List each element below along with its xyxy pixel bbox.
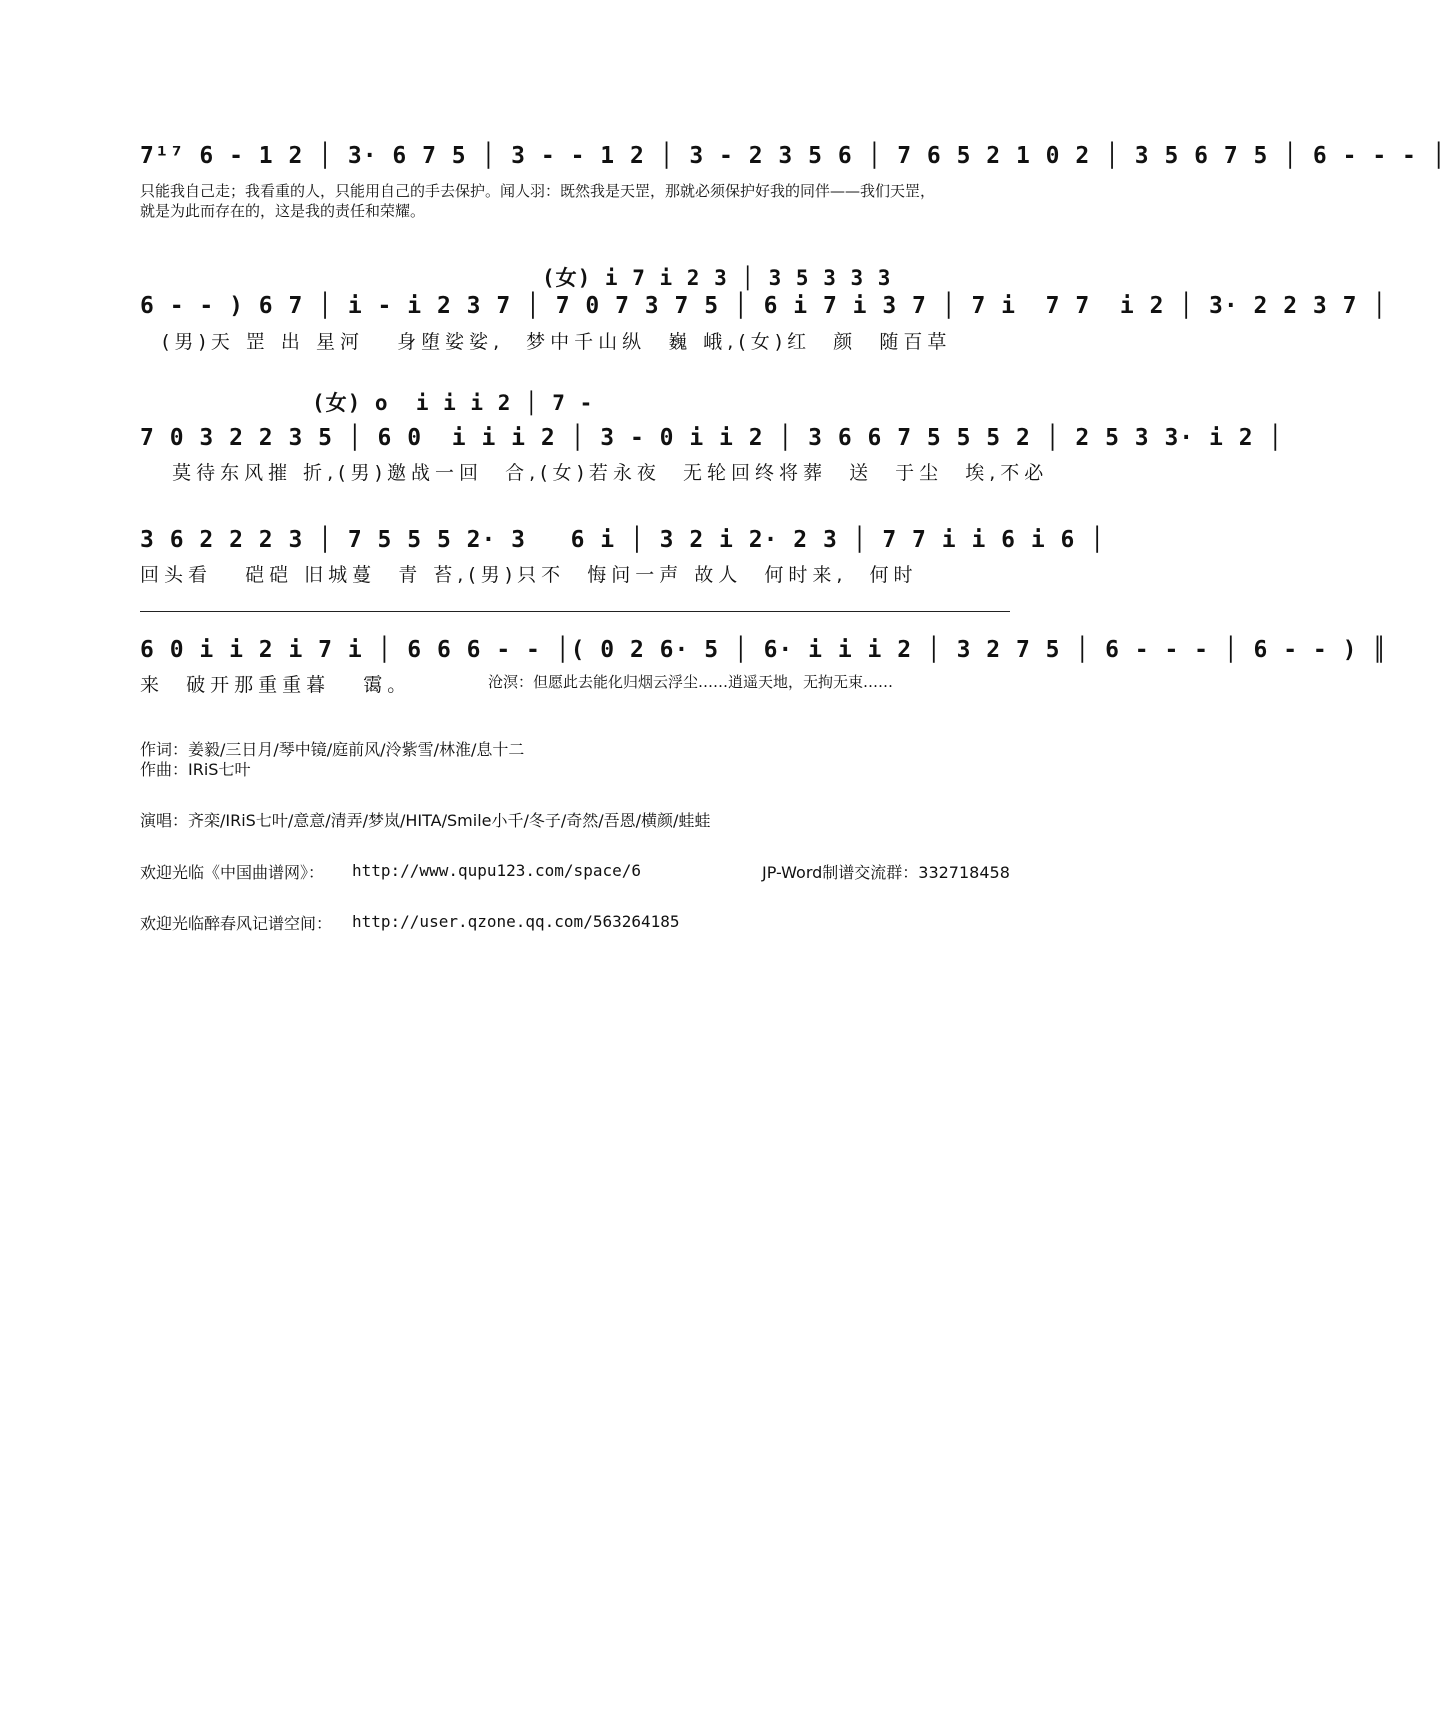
score-row-4-notes: 3 6 2 2 2 3 │ 7 5 5 5 2· 3 6 i │ 3 2 i 2· 2 3 │ 7 7 i i 6 i 6 │ — [140, 527, 1106, 553]
narration-line-3: 沧溟：但愿此去能化归烟云浮尘……逍遥天地，无拘无束…… — [488, 673, 894, 691]
qzone-url-link[interactable]: http://user.qzone.qq.com/563264185 — [352, 912, 680, 931]
score-row-3-notes: 7 0 3 2 2 3 5 │ 6 0 i i i 2 │ 3 - 0 i i 2 │ 3 6 6 7 5 5 5 2 │ 2 5 3 3· i 2 │ — [140, 425, 1284, 451]
qzone-label: 欢迎光临醉春风记谱空间： — [140, 914, 333, 933]
lyricist-credit: 作词：姜毅/三日月/琴中镜/庭前风/泠紫雪/林淮/息十二 — [140, 740, 525, 759]
composer-credit: 作曲：IRiS七叶 — [140, 760, 251, 779]
score-row-2-female-part: (女) i 7 i 2 3 │ 3 5 3 3 3 — [542, 266, 892, 290]
score-row-5-lyrics: 来 破开那重重暮 霭。 — [140, 674, 412, 696]
score-row-3-female-part: (女) o i i i 2 │ 7 - — [312, 391, 594, 415]
score-row-4-lyrics: 回头看 硙硙 旧城蔓 青 苔,(男)只不 悔问一声 故人 何时来, 何时 — [140, 564, 918, 586]
score-row-3-lyrics: 莫待东风摧 折,(男)邀战一回 合,(女)若永夜 无轮回终将葬 送 于尘 埃,不必 — [150, 462, 1049, 484]
score-row-1-notes: 7¹⁷ 6 - 1 2 │ 3· 6 7 5 │ 3 - - 1 2 │ 3 - 2 3 5 6 │ 7 6 5 2 1 0 2 │ 3 5 6 7 5 │ 6 - - - │ — [140, 143, 1447, 169]
score-row-5-notes: 6 0 i i 2 i 7 i │ 6 6 6 - - │( 0 2 6· 5 │ 6· i i i 2 │ 3 2 7 5 │ 6 - - - │ 6 - - ) ║ — [140, 637, 1388, 663]
group-info: JP-Word制谱交流群：332718458 — [762, 863, 1010, 882]
site-url-link[interactable]: http://www.qupu123.com/space/6 — [352, 861, 641, 880]
score-row-5-slur-line — [140, 611, 1010, 612]
narration-line-1: 只能我自己走；我看重的人，只能用自己的手去保护。闻人羽：既然我是天罡，那就必须保护好我的同伴——我们天罡， — [140, 182, 936, 200]
score-row-2-notes: 6 - - ) 6 7 │ i - i 2 3 7 │ 7 0 7 3 7 5 │ 6 i 7 i 3 7 │ 7 i 7 7 i 2 │ 3· 2 2 3 7 │ — [140, 293, 1388, 319]
site-label: 欢迎光临《中国曲谱网》： — [140, 863, 325, 882]
narration-line-2: 就是为此而存在的，这是我的责任和荣耀。 — [140, 202, 426, 220]
score-row-2-lyrics: (男)天 罡 出 星河 身堕娑娑, 梦中千山纵 巍 峨,(女)红 颜 随百草 — [162, 331, 952, 353]
singers-credit: 演唱：齐栾/IRiS七叶/意意/清弄/梦岚/HITA/Smile小千/冬子/奇然/吾恩/横颜/蛙蛙 — [140, 811, 711, 830]
